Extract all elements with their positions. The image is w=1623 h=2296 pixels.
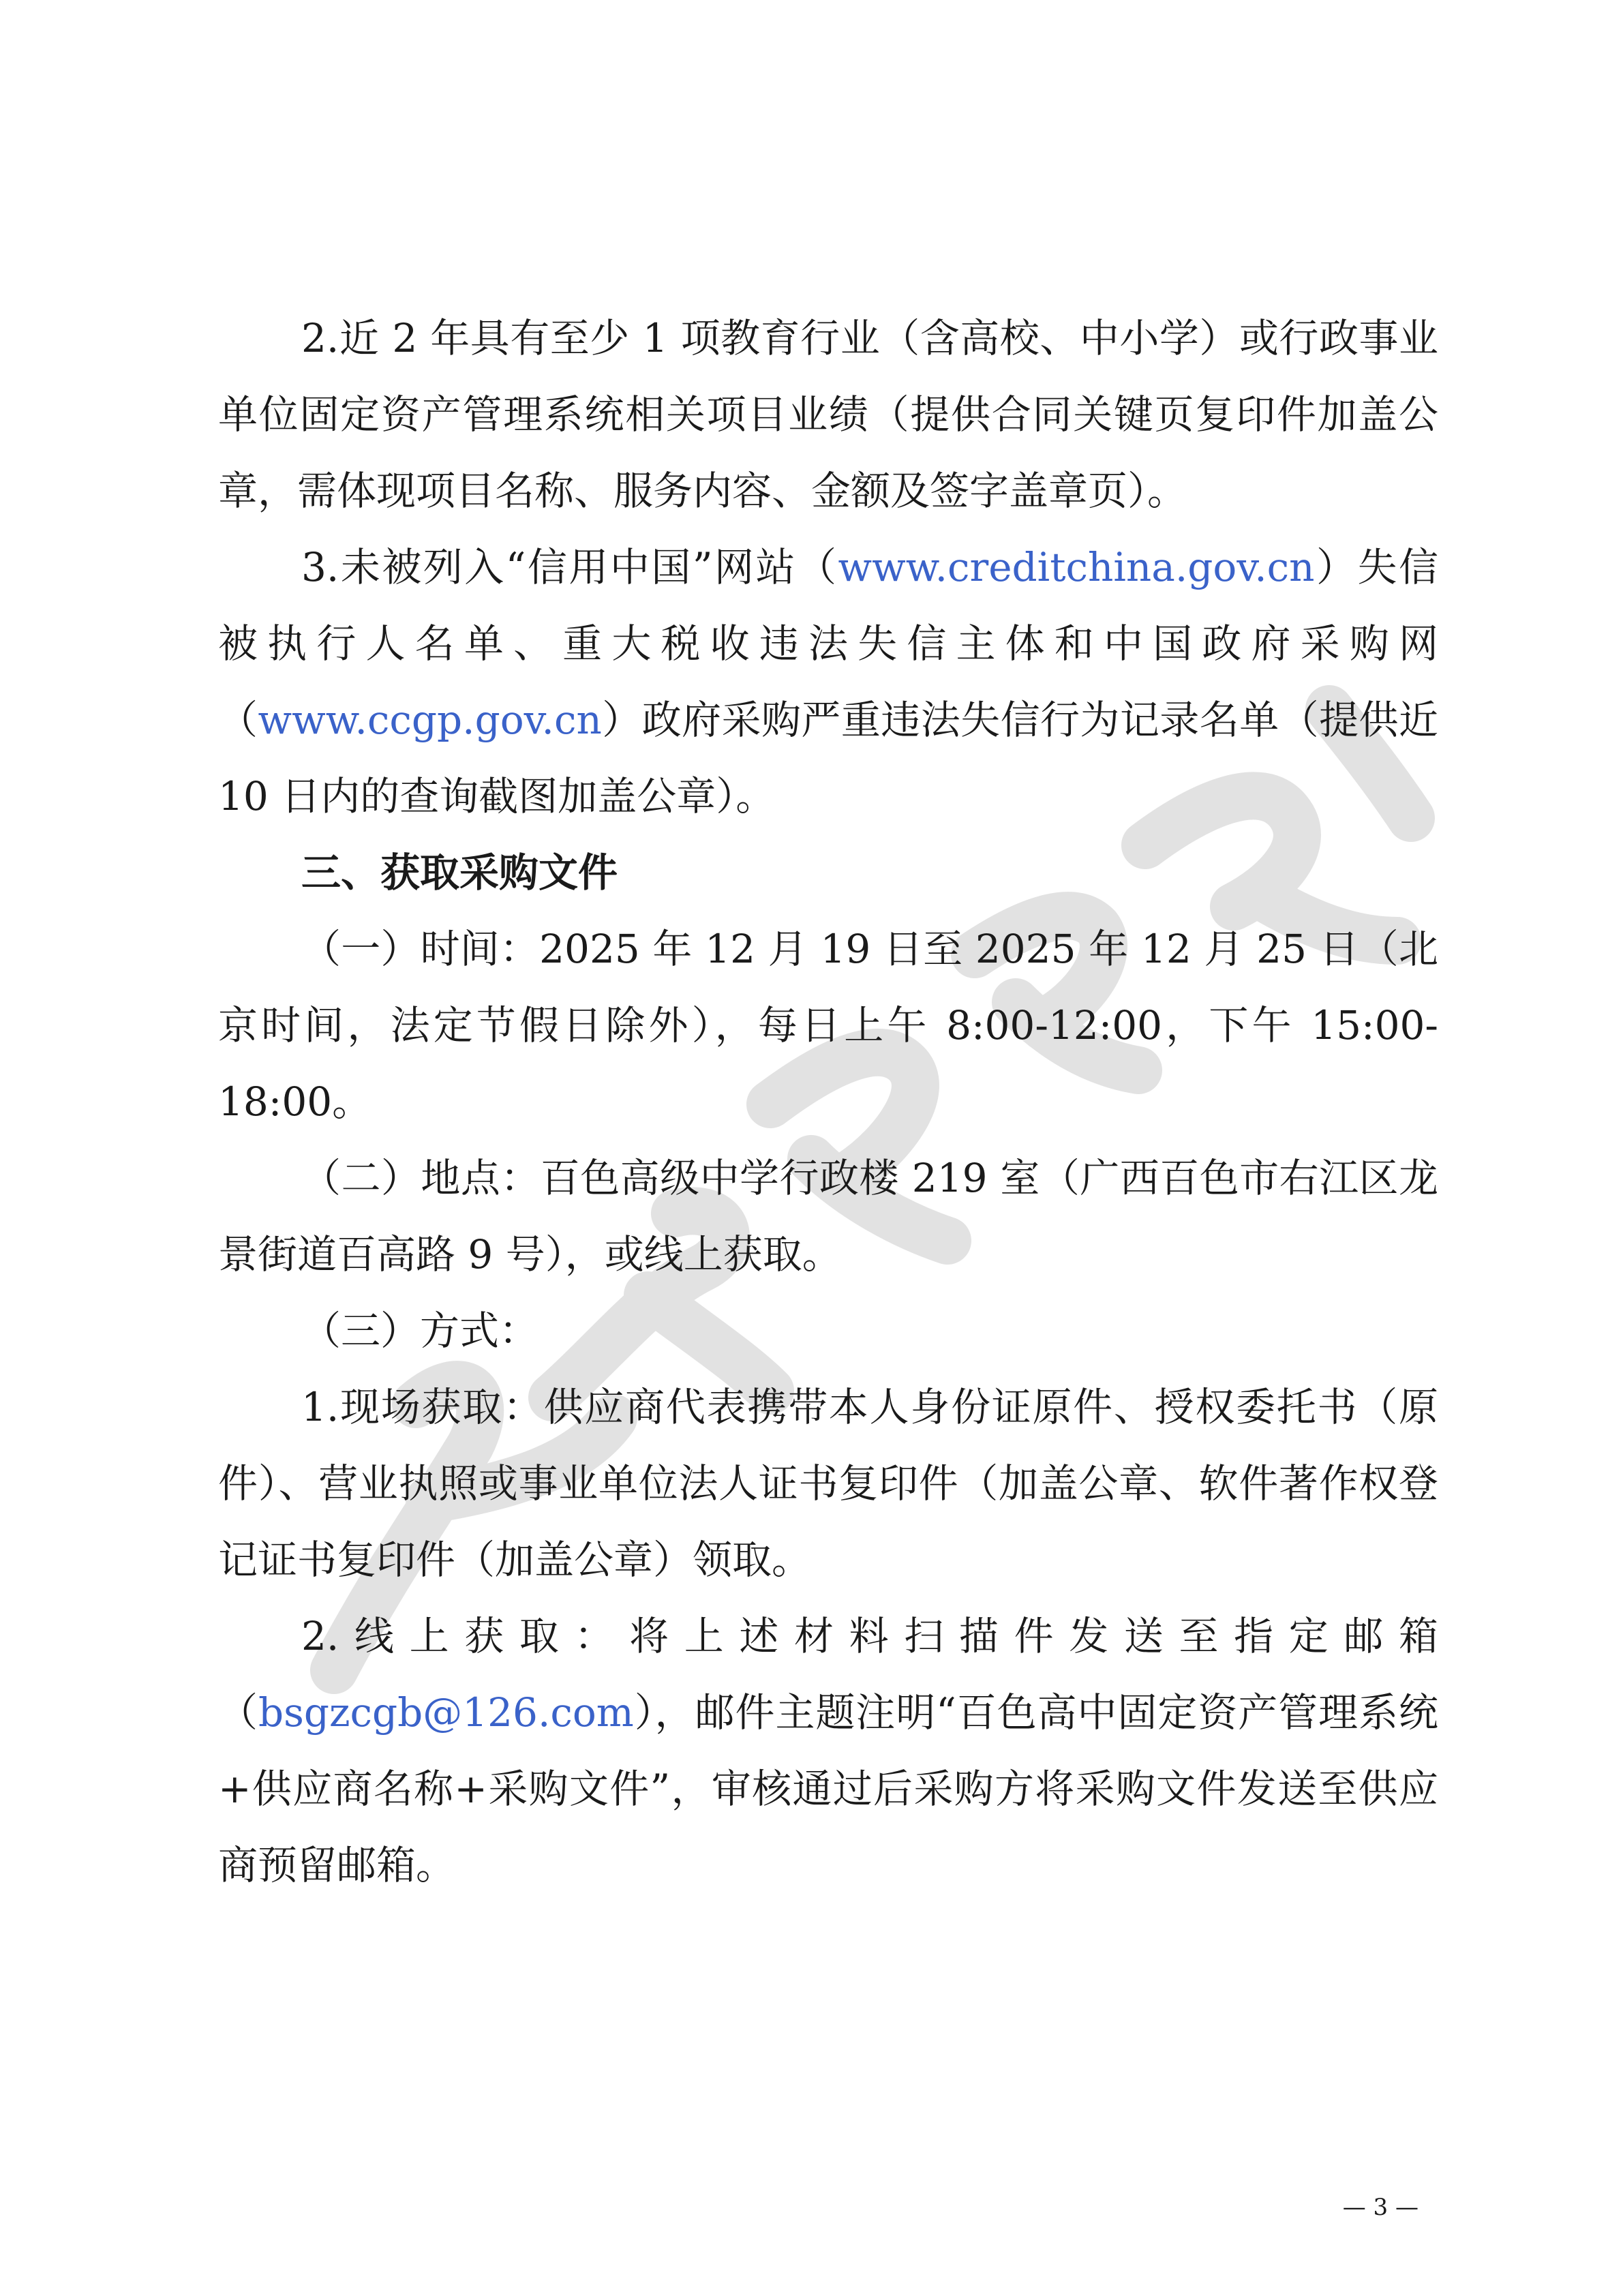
online-text-1: 2.线上获取：将上述材料扫描件发送至指定邮箱（: [218, 1613, 1438, 1736]
online-text-2: ），邮件主题注明“百色高中固定资产管理系统+供应商名称+采购文件”，审核通过后采购方将采购文件发送至供应商预留邮箱。: [218, 1689, 1438, 1888]
paragraph-online: [218, 1598, 1438, 1903]
page-number: — 3 —: [1342, 2194, 1419, 2221]
credit-text-1: 3.未被列入“信用中国”网站（: [301, 544, 838, 590]
credit-text-2: ）失信被执行人名单、重大税收违法失信主体和中国政府采购网（: [218, 544, 1438, 743]
paragraph-credit: [218, 529, 1438, 834]
section-heading-obtain-documents: 三、获取采购文件: [301, 849, 618, 896]
email-link[interactable]: bsgzcgb@126.com: [258, 1689, 634, 1736]
document-body: [218, 300, 1438, 1903]
paragraph-time: （一）时间：2025 年 12 月 19 日至 2025 年 12 月 25 日（北京时间，法定节假日除外），每日上午 8:00-12:00，下午 15:00-18:00。: [218, 926, 1438, 1125]
ccgp-link[interactable]: www.ccgp.gov.cn: [258, 697, 602, 743]
paragraph-onsite: 1.现场获取：供应商代表携带本人身份证原件、授权委托书（原件）、营业执照或事业单位法人证书复印件（加盖公章、软件著作权登记证书复印件（加盖公章）领取。: [218, 1384, 1438, 1583]
paragraph-method-heading: （三）方式：: [301, 1308, 539, 1354]
creditchina-link[interactable]: www.creditchina.gov.cn: [838, 544, 1315, 590]
paragraph-performance: 2.近 2 年具有至少 1 项教育行业（含高校、中小学）或行政事业单位固定资产管理系统相关项目业绩（提供合同关键页复印件加盖公章，需体现项目名称、服务内容、金额及签字盖章页）。: [218, 315, 1438, 514]
paragraph-location: （二）地点：百色高级中学行政楼 219 室（广西百色市右江区龙景街道百高路 9 号），或线上获取。: [218, 1155, 1438, 1278]
credit-text-3: ）政府采购严重违法失信行为记录名单（提供近 10 日内的查询截图加盖公章）。: [218, 697, 1438, 819]
